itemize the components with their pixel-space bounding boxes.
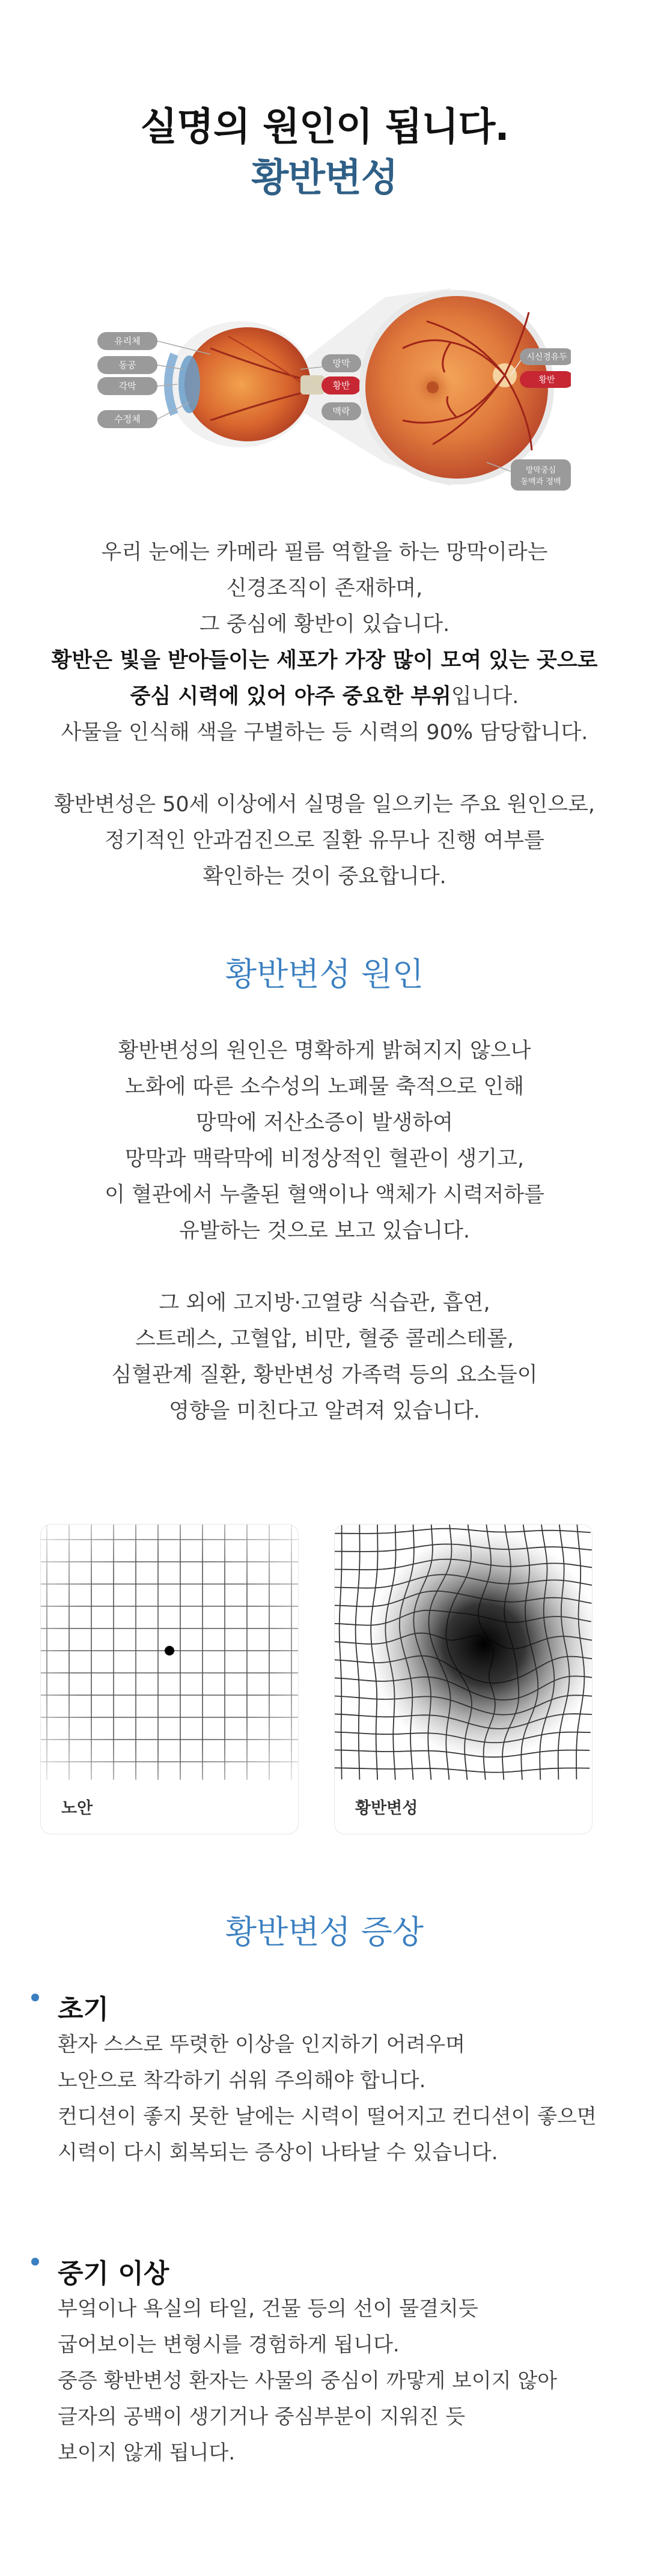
symptoms-title: 황반변성 증상 xyxy=(225,1913,424,1951)
label-central-artery-line2: 동맥과 정맥 xyxy=(520,477,561,486)
intro-line: 우리 눈에는 카메라 필름 역할을 하는 망막이라는 xyxy=(101,540,548,564)
bullet-icon xyxy=(31,2258,39,2266)
causes-line: 심혈관계 질환, 황반변성 가족력 등의 요소들이 xyxy=(111,1363,538,1387)
causes-line: 이 혈관에서 누출된 혈액이나 액체가 시력저하를 xyxy=(105,1183,544,1207)
mid-stage-heading-text: 중기 이상 xyxy=(58,2258,169,2289)
amd-vision-label: 황반변성 xyxy=(355,1799,418,1818)
intro-line: 사물을 인식해 색을 구별하는 등 시력의 90% 담당합니다. xyxy=(61,721,588,745)
eye-diagram-svg xyxy=(90,264,571,504)
bullet-icon xyxy=(31,1994,39,2001)
intro-bold-line: 중심 시력에 있어 아주 중요한 부위 xyxy=(130,685,451,709)
fixation-dot xyxy=(165,1646,174,1655)
label-central-artery-line1: 망막중심 xyxy=(525,466,556,475)
label-pupil: 동공 xyxy=(118,360,136,370)
amd-grid-image xyxy=(335,1525,592,1780)
label-vitreous: 유리체 xyxy=(114,336,141,346)
causes-title: 황반변성 원인 xyxy=(225,955,424,993)
intro-paragraph xyxy=(0,534,649,751)
intro2-line: 정기적인 안과검진으로 질환 유무나 진행 여부를 xyxy=(105,829,544,853)
label-cornea: 각막 xyxy=(118,381,136,392)
intro2-line: 확인하는 것이 중요합니다. xyxy=(203,865,446,889)
mid-stage-text xyxy=(58,2291,557,2471)
early-line: 노안으로 착각하기 쉬워 주의해야 합니다. xyxy=(58,2069,426,2093)
normal-vision-label: 노안 xyxy=(61,1799,93,1818)
causes-line: 황반변성의 원인은 명확하게 밝혀지지 않으나 xyxy=(118,1039,531,1063)
label-macula-right: 황반 xyxy=(538,375,555,385)
optic-nerve xyxy=(300,375,324,395)
retina-fundus xyxy=(365,296,548,479)
causes-line: 유발하는 것으로 보고 있습니다. xyxy=(178,1219,471,1243)
causes-paragraph-2 xyxy=(0,1285,649,1429)
label-optic-disc: 시신경유두 xyxy=(526,352,567,362)
mid-stage-heading xyxy=(58,2252,169,2290)
amd-vision-card xyxy=(334,1524,593,1834)
causes-line: 스트레스, 고혈압, 비만, 혈중 콜레스테롤, xyxy=(135,1327,514,1351)
intro-line: 그 중심에 황반이 있습니다. xyxy=(199,612,450,636)
mid-line: 굽어보이는 변형시를 경험하게 됩니다. xyxy=(58,2333,400,2357)
early-stage-text xyxy=(58,2027,597,2171)
label-lens: 수정체 xyxy=(114,414,141,425)
early-line: 환자 스스로 뚜렷한 이상을 인지하기 어려우며 xyxy=(58,2033,466,2057)
intro-bold-line: 황반은 빛을 받아들이는 세포가 가장 많이 모여 있는 곳으로 xyxy=(51,649,598,673)
intro-paragraph-2 xyxy=(0,787,649,895)
eyeball-interior xyxy=(184,327,311,441)
label-choroid: 맥락 xyxy=(332,406,350,417)
normal-amsler-grid xyxy=(41,1525,298,1780)
mid-line: 중증 황반변성 환자는 사물의 중심이 까맣게 보이지 않아 xyxy=(58,2369,558,2393)
mid-line: 부엌이나 욕실의 타일, 건물 등의 선이 물결치듯 xyxy=(58,2297,478,2321)
mid-line: 글자의 공백이 생기거나 중심부분이 지워진 듯 xyxy=(58,2405,466,2429)
early-stage-heading-text: 초기 xyxy=(58,1994,109,2025)
mid-line: 보이지 않게 됩니다. xyxy=(58,2441,236,2465)
lens xyxy=(178,355,200,413)
causes-paragraph-1 xyxy=(0,1033,649,1249)
label-retina: 망막 xyxy=(332,358,350,369)
early-line: 시력이 다시 회복되는 증상이 나타날 수 있습니다. xyxy=(58,2141,498,2165)
normal-vision-card xyxy=(40,1524,299,1834)
early-line: 컨디션이 좋지 못한 날에는 시력이 떨어지고 컨디션이 좋으면 xyxy=(58,2105,597,2129)
label-macula-left: 황반 xyxy=(332,380,350,391)
intro2-line: 황반변성은 50세 이상에서 실명을 일으키는 주요 원인으로, xyxy=(53,793,596,817)
causes-line: 망막과 맥락막에 비정상적인 혈관이 생기고, xyxy=(124,1147,525,1171)
causes-line: 영향을 미친다고 알려져 있습니다. xyxy=(169,1399,480,1423)
amd-amsler-grid xyxy=(335,1525,592,1780)
causes-line: 그 외에 고지방·고열량 식습관, 흡연, xyxy=(159,1291,490,1315)
causes-line: 노화에 따른 소수성의 노폐물 축적으로 인해 xyxy=(124,1075,525,1099)
early-stage-heading xyxy=(58,1988,109,2026)
page-title: 실명의 원인이 됩니다. xyxy=(140,105,509,150)
eye-anatomy-diagram xyxy=(90,264,571,504)
intro-line: 신경조직이 존재하며, xyxy=(226,576,423,600)
intro-bold-suffix: 입니다. xyxy=(451,685,519,709)
normal-grid-image xyxy=(41,1525,298,1780)
page-subtitle: 황반변성 xyxy=(251,156,398,201)
causes-line: 망막에 저산소증이 발생하여 xyxy=(196,1111,453,1135)
